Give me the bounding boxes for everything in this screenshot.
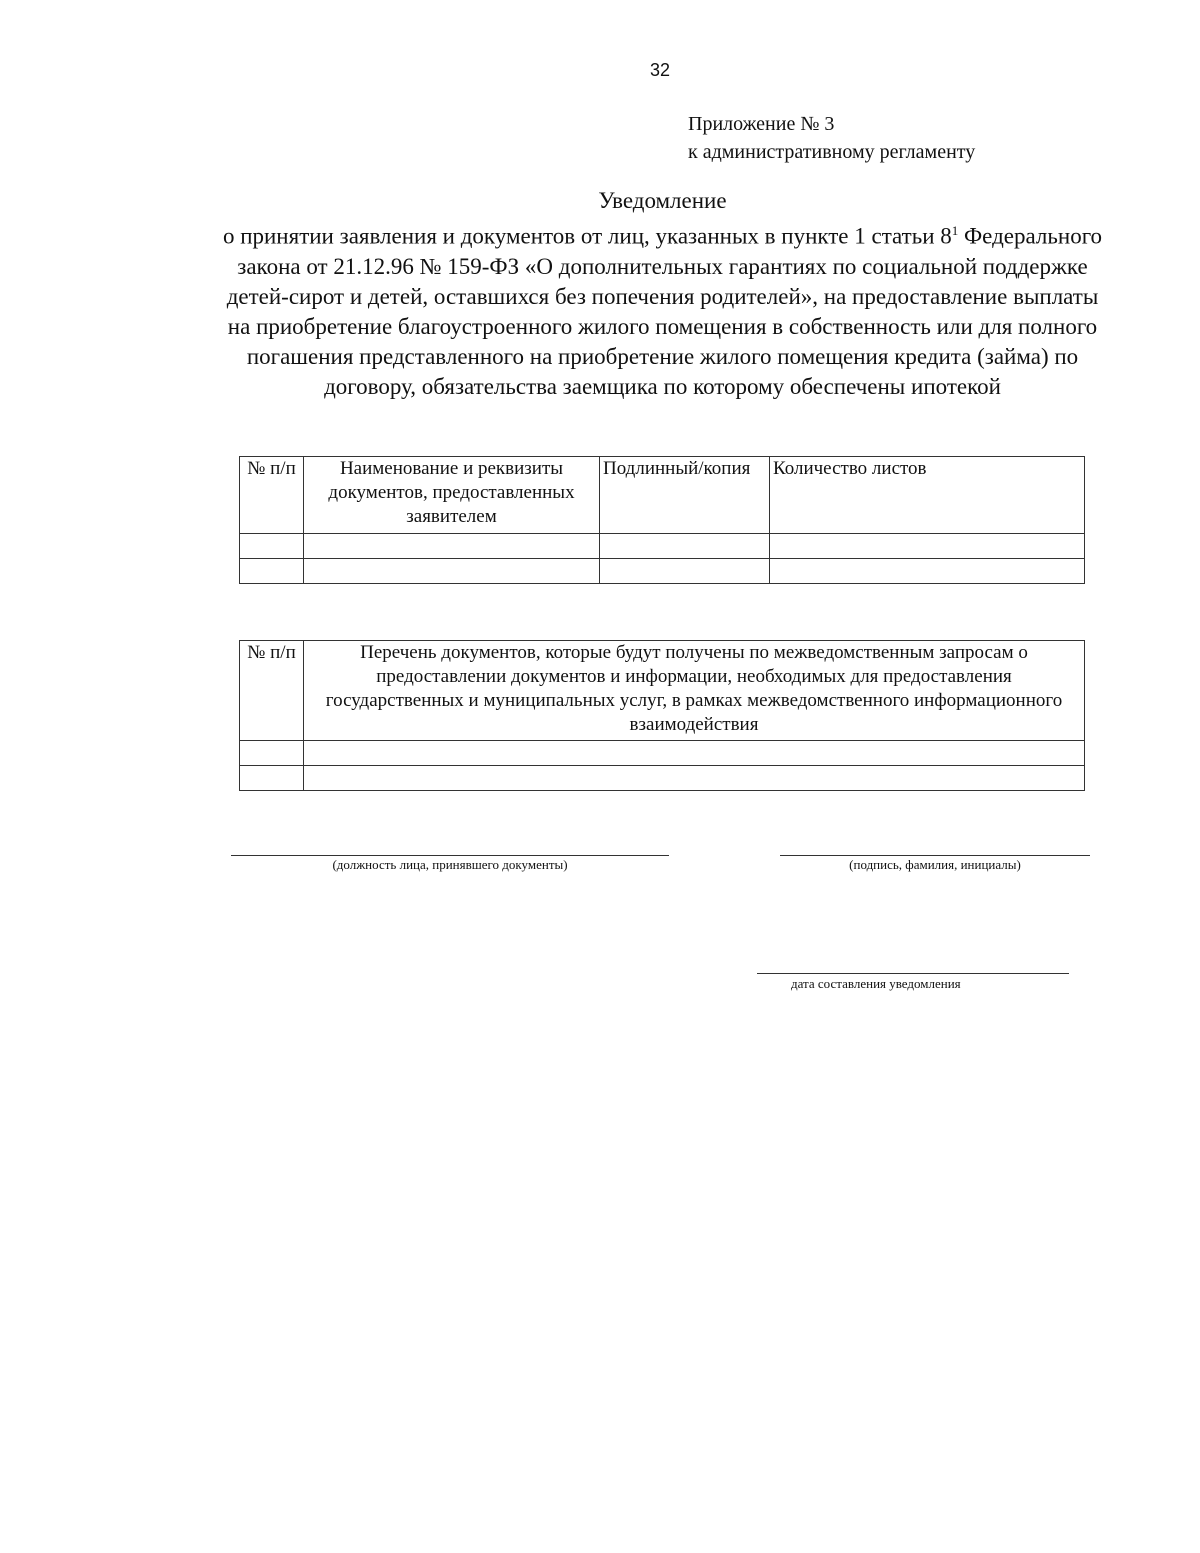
table-cell[interactable] [304,534,600,559]
table-cell[interactable] [770,534,1085,559]
table-header-row [240,641,1085,741]
table-header-row [240,457,1085,534]
appendix-line-1: Приложение № 3 [688,113,835,135]
document-title [220,186,1105,402]
table-cell[interactable] [600,559,770,584]
table-cell[interactable] [304,741,1085,766]
table-cell[interactable] [240,766,304,791]
table-cell[interactable] [240,741,304,766]
appendix-reference [688,110,975,166]
signature-caption: (подпись, фамилия, инициалы) [849,857,1021,872]
table-row [240,534,1085,559]
title-heading: Уведомление [598,188,727,213]
table-row [240,559,1085,584]
position-signature-line[interactable] [231,855,669,856]
table-cell[interactable] [240,534,304,559]
header-sheet-count: Количество листов [770,457,1085,534]
table-cell[interactable] [770,559,1085,584]
header-document-list: Перечень документов, которые будут получены по межведомственным запросам о предоставлении документов и информации, необходимых для предоставления государственных и муниципальных услуг, в рамках межведомственного информационного взаимодействия [304,641,1085,741]
table-row [240,741,1085,766]
header-number: № п/п [240,641,304,741]
title-superscript: 1 [951,223,959,238]
table-row [240,766,1085,791]
table-cell[interactable] [304,766,1085,791]
table-cell[interactable] [304,559,600,584]
date-line[interactable] [757,973,1069,974]
appendix-line-2: к административному регламенту [688,141,976,163]
table-cell[interactable] [240,559,304,584]
header-number: № п/п [240,457,304,534]
signature-line[interactable] [780,855,1090,856]
header-document-name: Наименование и реквизиты документов, предоставленных заявителем [304,457,600,534]
documents-table [239,456,1085,584]
position-caption: (должность лица, принявшего документы) [332,857,568,872]
title-body: о принятии заявления и документов от лиц, указанных в пункте 1 статьи 8 [222,223,952,249]
table-cell[interactable] [600,534,770,559]
date-caption: дата составления уведомления [791,976,961,991]
title-body-continued: Федерального закона от 21.12.96 № 159-ФЗ «О дополнительных гарантиях по социальной поддержке детей-сирот и детей, оставшихся без попечения родителей», на предоставление выплаты на приобретение благоустроенного жилого помещения в собственность или для полного погашения представленного на приобретение жилого помещения кредита (займа) по договору, обязательства заемщика по которому обеспечены ипотекой [226,223,1103,399]
header-original-copy: Подлинный/копия [600,457,770,534]
interagency-documents-table [239,640,1085,791]
page-number: 32 [649,60,671,80]
